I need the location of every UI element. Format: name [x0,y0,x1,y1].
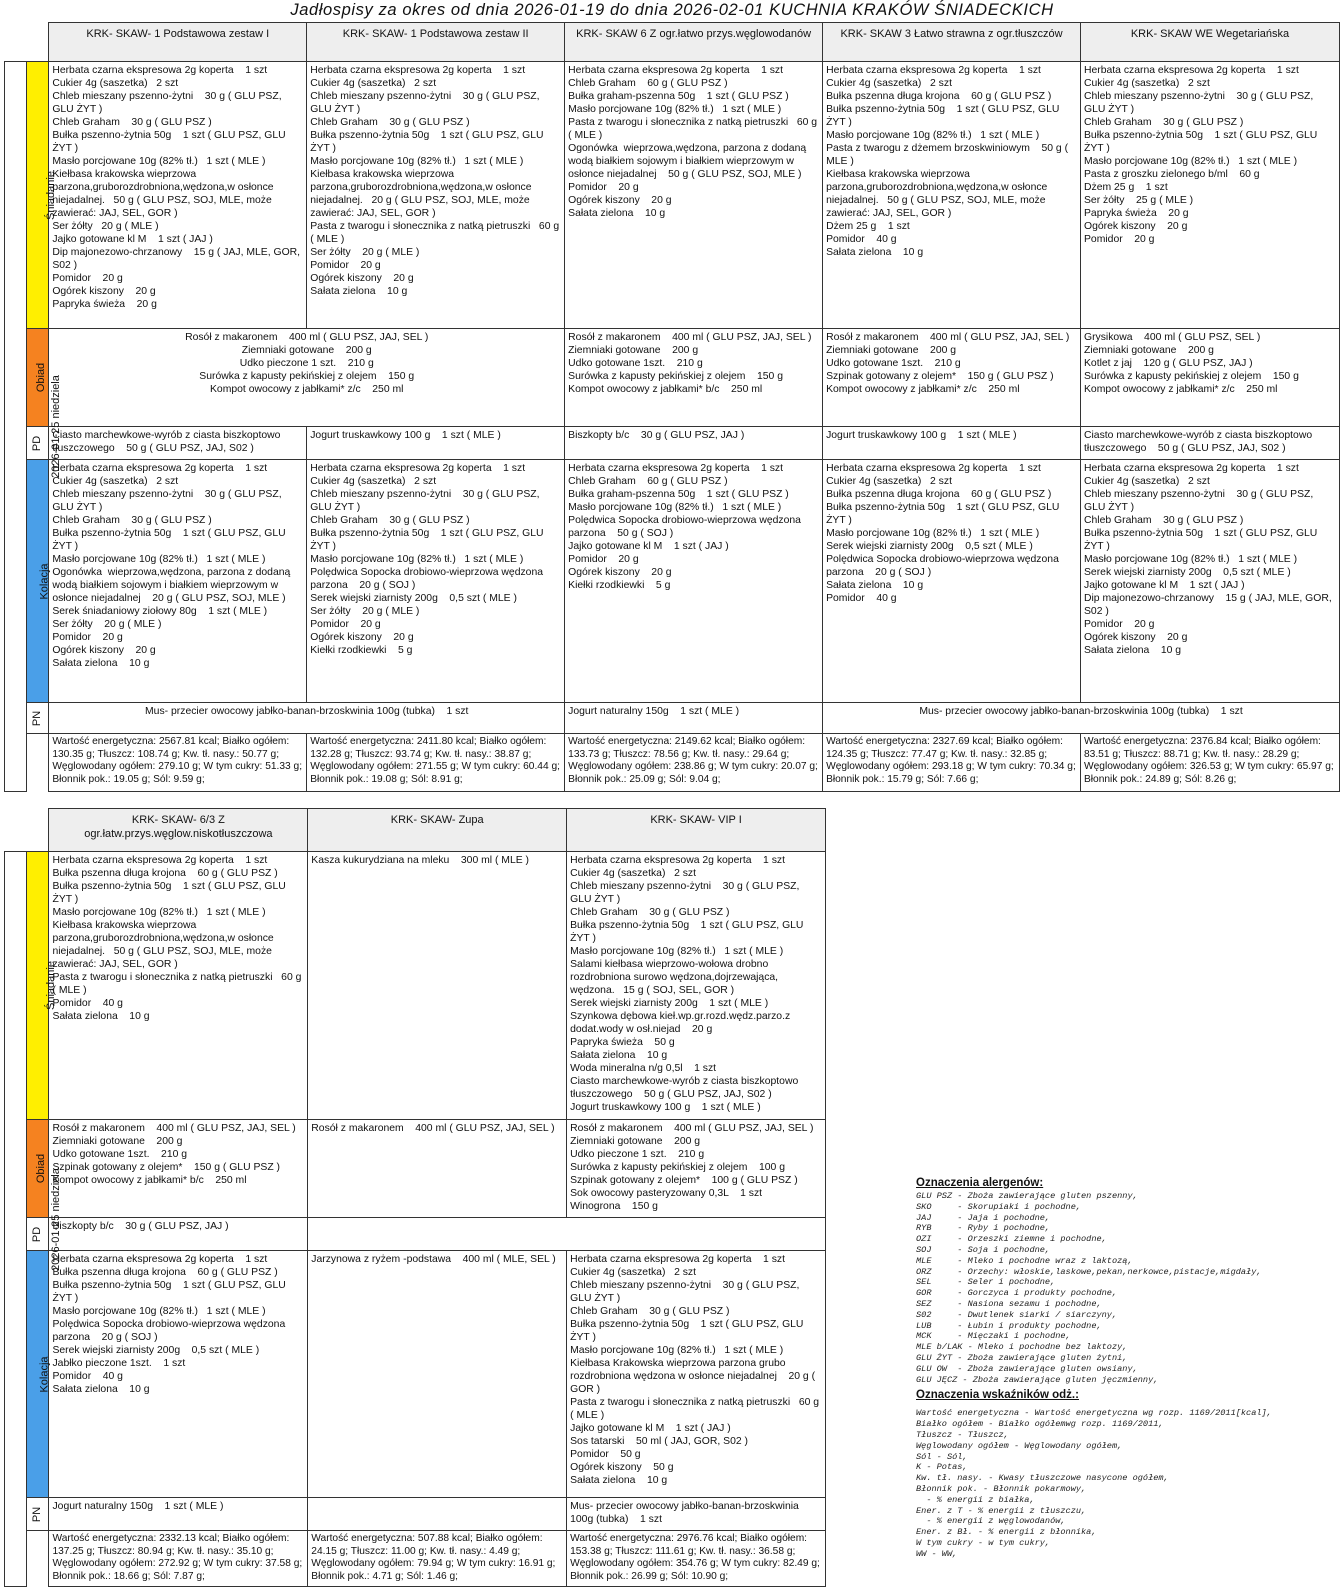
allergen-entry: MLE b/LAK - Mleko i pochodne bez laktozy, [916,1342,1128,1353]
menu-cell: Herbata czarna ekspresowa 2g koperta 1 szt Cukier 4g (saszetka) 2 szt Chleb mieszany pszenno-żytni 30 g ( GLU PSZ, GLU ŻYT ) Chleb Graham 30 g ( GLU PSZ ) Bułka pszenno-żytnia 50g 1 szt ( GLU PSZ, GLU ŻYT ) Masło porcjowane 10g (82% tł.) 1 szt ( MLE ) Kiełbasa krakowska wieprzowa parzona,gruborozdrobniona,wędzona,w osłonce niejadalnej. 50 g ( GLU PSZ, SOJ, MLE, może zawierać: JAJ, SEL, GOR ) Ser żółty 20 g ( MLE ) Jajko gotowane kl M 1 szt ( JAJ ) Dip majonezowo-chrzanowy 15 g ( JAJ, MLE, GOR, S02 ) Pomidor 20 g Ogórek kiszony 20 g Papryka świeża 20 g [49,62,307,329]
nutrition-cell: Wartość energetyczna: 2976.76 kcal; Białko ogółem: 153.38 g; Tłuszcz: 111.61 g; Kw. tł. nasy.: 36.58 g; Węglowodany ogółem: 354.76 g; W tym cukry: 82.49 g; Błonnik pok.: 26.99 g; Sól: 10.90 g; [567,1531,826,1587]
menu-cell: Herbata czarna ekspresowa 2g koperta 1 szt Bułka pszenna długa krojona 60 g ( GLU PSZ ) Bułka pszenno-żytnia 50g 1 szt ( GLU PSZ, GLU ŻYT ) Masło porcjowane 10g (82% tł.) 1 szt ( MLE ) Polędwica Sopocka drobiowo-wieprzowa wędzona parzona 20 g ( SOJ ) Serek wiejski ziarnisty 200g 0,5 szt ( MLE ) Jabłko pieczone 1szt. 1 szt Pomidor 40 g Sałata zielona 10 g [49,1251,308,1498]
meal-label-pd: PD [27,1218,49,1251]
menu-cell: Herbata czarna ekspresowa 2g koperta 1 szt Chleb Graham 60 g ( GLU PSZ ) Bułka graham-pszenna 50g 1 szt ( GLU PSZ ) Masło porcjowane 10g (82% tł.) 1 szt ( MLE ) Polędwica Sopocka drobiowo-wieprzowa wędzona parzona 50 g ( SOJ ) Jajko gotowane kl M 1 szt ( JAJ ) Pomidor 20 g Ogórek kiszony 20 g Kiełki rzodkiewki 5 g [565,460,823,703]
indicator-entry: - % energii z białka, [916,1494,1035,1505]
menu-cell: Herbata czarna ekspresowa 2g koperta 1 szt Cukier 4g (saszetka) 2 szt Bułka pszenna długa krojona 60 g ( GLU PSZ ) Bułka pszenno-żytnia 50g 1 szt ( GLU PSZ, GLU ŻYT ) Masło porcjowane 10g (82% tł.) 1 szt ( MLE ) Serek wiejski ziarnisty 200g 0,5 szt ( MLE ) Polędwica Sopocka drobiowo-wieprzowa wędzona parzona 20 g ( SOJ ) Sałata zielona 10 g Pomidor 40 g [823,460,1081,703]
indicator-entry: Wartość energetyczna - Wartość energetyczna wg rozp. 1169/2011[kcal], [916,1408,1272,1419]
meal-label-pd: PD [27,427,49,460]
allergen-entry: JAJ - Jaja i pochodne, [916,1212,1051,1223]
allergens-title: Oznaczenia alergenów: [916,1177,1044,1189]
menu-cell: Rosół z makaronem 400 ml ( GLU PSZ, JAJ, SEL ) Ziemniaki gotowane 200 g Udko gotowane 1szt. 210 g Szpinak gotowany z olejem* 150 g ( GLU PSZ ) Kompot owocowy z jabłkami* b/c 250 ml [49,1120,308,1218]
menu-cell: Rosół z makaronem 400 ml ( GLU PSZ, JAJ, SEL ) Ziemniaki gotowane 200 g Udko pieczone 1 szt. 210 g Surówka z kapusty pekińskiej z olejem 100 g Szpinak gotowany z olejem* 100 g ( GLU PSZ ) Sok owocowy pasteryzowany 0,3L 1 szt Winogrona 150 g [567,1120,826,1218]
diet-header: KRK- SKAW WE Wegetariańska [1081,23,1340,62]
indicator-entry: - % energii z węglowodanów, [916,1516,1066,1527]
indicator-entry: WW - WW, [916,1548,958,1559]
nutrition-cell: Wartość energetyczna: 2567.81 kcal; Białko ogółem: 130.35 g; Tłuszcz: 108.74 g; Kw. tł. nasy.: 50.77 g; Węglowodany ogółem: 279.10 g; W tym cukry: 51.33 g; Błonnik pok.: 19.05 g; Sól: 9.59 g; [49,734,307,792]
allergens-list [916,1191,1341,1385]
allergen-entry: ORZ - Orzechy: włoskie,laskowe,pekan,nerkowce,pistacje,migdały, [916,1266,1262,1277]
allergen-entry: LUB - Łubin i produkty pochodne, [916,1320,1102,1331]
menu-cell: Kasza kukurydziana na mleku 300 ml ( MLE ) [308,852,567,1120]
allergen-entry: GOR - Gorczyca i produkty pochodne, [916,1288,1118,1299]
allergen-entry: GLU OW - Zboża zawierające gluten owsiany, [916,1363,1138,1374]
indicator-entry: K - Potas, [916,1462,968,1473]
menu-cell: Biszkopty b/c 30 g ( GLU PSZ, JAJ ) [565,427,823,460]
indicator-entry: Białko ogółem - Białko ogółemwg rozp. 1169/2011, [916,1419,1164,1430]
menu-cell: Ciasto marchewkowe-wyrób z ciasta biszkoptowo tłuszczowego 50 g ( GLU PSZ, JAJ, S02 ) [1081,427,1340,460]
indicator-entry: Ener. z Bł. - % energii z błonnika, [916,1527,1097,1538]
diet-header: KRK- SKAW- 1 Podstawowa zestaw I [49,23,307,62]
menu-cell: Rosół z makaronem 400 ml ( GLU PSZ, JAJ, SEL ) Ziemniaki gotowane 200 g Udko gotowane 1szt. 210 g Szpinak gotowany z olejem* 150 g ( GLU PSZ ) Kompot owocowy z jabłkami* z/c 250 ml [823,329,1081,427]
menu-cell: Herbata czarna ekspresowa 2g koperta 1 szt Cukier 4g (saszetka) 2 szt Chleb mieszany pszenno-żytni 30 g ( GLU PSZ, GLU ŻYT ) Chleb Graham 30 g ( GLU PSZ ) Bułka pszenno-żytnia 50g 1 szt ( GLU PSZ, GLU ŻYT ) Masło porcjowane 10g (82% tł.) 1 szt ( MLE ) Serek wiejski ziarnisty 200g 0,5 szt ( MLE ) Jajko gotowane kl M 1 szt ( JAJ ) Dip majonezowo-chrzanowy 15 g ( JAJ, MLE, GOR, S02 ) Pomidor 20 g Ogórek kiszony 20 g Sałata zielona 10 g [1081,460,1340,703]
menu-cell: Jogurt truskawkowy 100 g 1 szt ( MLE ) [307,427,565,460]
indicator-entry: Kw. tł. nasy. - Kwasy tłuszczowe nasycone ogółem, [916,1473,1169,1484]
diet-header: KRK- SKAW 3 Łatwo strawna z ogr.tłuszczów [823,23,1081,62]
menu-cell: Mus- przecier owocowy jabłko-banan-brzoskwinia 100g (tubka) 1 szt [823,703,1340,734]
page-title: Jadłospisy za okres od dnia 2026-01-19 do dnia 2026-02-01 KUCHNIA KRAKÓW ŚNIADECKICH [290,1,1054,19]
allergen-entry: GLU ŻYT - Zboża zawierające gluten żytni, [916,1352,1128,1363]
menu-cell: Rosół z makaronem 400 ml ( GLU PSZ, JAJ, SEL ) [308,1120,567,1218]
menu-cell: Biszkopty b/c 30 g ( GLU PSZ, JAJ ) [49,1218,308,1251]
allergen-entry: MCK - Mięczaki i pochodne, [916,1331,1071,1342]
meal-label-kolacja: Kolacja [27,1251,49,1498]
nutrition-cell: Wartość energetyczna: 2411.80 kcal; Białko ogółem: 132.28 g; Tłuszcz: 93.74 g; Kw. tł. nasy.: 38.87 g; Węglowodany ogółem: 271.55 g; W tym cukry: 60.44 g; Błonnik pok.: 19.08 g; Sól: 8.91 g; [307,734,565,792]
date-label: 2026-01-25 niedziela [5,62,27,792]
meal-label-sniadanie: Śniadanie [27,62,49,329]
menu-cell: Rosół z makaronem 400 ml ( GLU PSZ, JAJ, SEL ) Ziemniaki gotowane 200 g Udko pieczone 1 szt. 210 g Surówka z kapusty pekińskiej z olejem 150 g Kompot owocowy z jabłkami* z/c 250 ml [49,329,565,427]
allergen-entry: SEL - Seler i pochodne, [916,1277,1056,1288]
nutrition-cell: Wartość energetyczna: 2376.84 kcal; Białko ogółem: 83.51 g; Tłuszcz: 88.71 g; Kw. tł. nasy.: 28.29 g; Węglowodany ogółem: 326.53 g; W tym cukry: 65.97 g; Błonnik pok.: 24.89 g; Sól: 8.26 g; [1081,734,1340,792]
menu-table-block1 [4,22,1340,792]
meal-label-pn: PN [27,703,49,734]
indicator-entry: Tłuszcz - Tłuszcz, [916,1429,1009,1440]
indicator-entry: Ener. z T - % energii z tłuszczu, [916,1505,1087,1516]
allergen-entry: SKO - Skorupiaki i pochodne, [916,1201,1082,1212]
indicators-list [916,1408,1341,1559]
allergen-entry: RYB - Ryby i pochodne, [916,1223,1051,1234]
menu-cell: Mus- przecier owocowy jabłko-banan-brzoskwinia 100g (tubka) 1 szt [49,703,565,734]
menu-cell: Jarzynowa z ryżem -podstawa 400 ml ( MLE, SEL ) [308,1251,567,1498]
diet-header: KRK- SKAW- Zupa [308,809,567,852]
menu-cell: Herbata czarna ekspresowa 2g koperta 1 szt Cukier 4g (saszetka) 2 szt Chleb mieszany pszenno-żytni 30 g ( GLU PSZ, GLU ŻYT ) Chleb Graham 30 g ( GLU PSZ ) Bułka pszenno-żytnia 50g 1 szt ( GLU PSZ, GLU ŻYT ) Masło porcjowane 10g (82% tł.) 1 szt ( MLE ) Ogonówka wieprzowa,wędzona, parzona z dodaną wodą białkiem sojowym i białkiem wieprzowym w osłonce niejadalnej 20 g ( GLU PSZ, SOJ, MLE ) Serek śniadaniowy ziołowy 80g 1 szt ( MLE ) Ser żółty 20 g ( MLE ) Pomidor 20 g Ogórek kiszony 20 g Sałata zielona 10 g [49,460,307,703]
nutrition-cell: Wartość energetyczna: 2332.13 kcal; Białko ogółem: 137.25 g; Tłuszcz: 80.94 g; Kw. tł. nasy.: 35.10 g; Węglowodany ogółem: 272.92 g; W tym cukry: 37.58 g; Błonnik pok.: 18.66 g; Sól: 7.87 g; [49,1531,308,1587]
diet-header: KRK- SKAW- VIP I [567,809,826,852]
menu-cell: Herbata czarna ekspresowa 2g koperta 1 szt Chleb Graham 60 g ( GLU PSZ ) Bułka graham-pszenna 50g 1 szt ( GLU PSZ ) Masło porcjowane 10g (82% tł.) 1 szt ( MLE ) Pasta z twarogu i słonecznika z natką pietruszki 60 g ( MLE ) Ogonówka wieprzowa,wędzona, parzona z dodaną wodą białkiem sojowym i białkiem wieprzowym w osłonce niejadalnej 50 g ( GLU PSZ, SOJ, MLE ) Pomidor 20 g Ogórek kiszony 20 g Sałata zielona 10 g [565,62,823,329]
allergen-entry: OZI - Orzeszki ziemne i pochodne, [916,1234,1107,1245]
legend [916,1176,1341,1560]
menu-cell: Rosół z makaronem 400 ml ( GLU PSZ, JAJ, SEL ) Ziemniaki gotowane 200 g Udko gotowane 1szt. 210 g Surówka z kapusty pekińskiej z olejem 150 g Kompot owocowy z jabłkami* b/c 250 ml [565,329,823,427]
nutrition-cell: Wartość energetyczna: 2327.69 kcal; Białko ogółem: 124.35 g; Tłuszcz: 77.47 g; Kw. tł. nasy.: 32.85 g; Węglowodany ogółem: 293.18 g; W tym cukry: 70.34 g; Błonnik pok.: 15.79 g; Sól: 7.66 g; [823,734,1081,792]
menu-cell [308,1498,567,1531]
menu-cell: Jogurt truskawkowy 100 g 1 szt ( MLE ) [823,427,1081,460]
meal-label-obiad: Obiad [27,329,49,427]
diet-header: KRK- SKAW- 6/3 Z ogr.łatw.przys.węglow.niskotłuszczowa [49,809,308,852]
meal-label-obiad: Obiad [27,1120,49,1218]
allergen-entry: GLU PSZ - Zboża zawierające gluten pszenny, [916,1191,1138,1201]
allergen-entry: S02 - Dwutlenek siarki / siarczyny, [916,1309,1118,1320]
menu-cell: Herbata czarna ekspresowa 2g koperta 1 szt Cukier 4g (saszetka) 2 szt Chleb mieszany pszenno-żytni 30 g ( GLU PSZ, GLU ŻYT ) Chleb Graham 30 g ( GLU PSZ ) Bułka pszenno-żytnia 50g 1 szt ( GLU PSZ, GLU ŻYT ) Masło porcjowane 10g (82% tł.) 1 szt ( MLE ) Polędwica Sopocka drobiowo-wieprzowa wędzona parzona 20 g ( SOJ ) Serek wiejski ziarnisty 200g 0,5 szt ( MLE ) Ser żółty 20 g ( MLE ) Pomidor 20 g Ogórek kiszony 20 g Kiełki rzodkiewki 5 g [307,460,565,703]
menu-table-block2 [4,808,826,1587]
diet-header: KRK- SKAW- 1 Podstawowa zestaw II [307,23,565,62]
indicator-entry: Węglowodany ogółem - Węglowodany ogółem, [916,1440,1123,1451]
nutrition-cell: Wartość energetyczna: 2149.62 kcal; Białko ogółem: 133.73 g; Tłuszcz: 78.56 g; Kw. tł. nasy.: 29.64 g; Węglowodany ogółem: 238.86 g; W tym cukry: 20.07 g; Błonnik pok.: 25.09 g; Sól: 9.04 g; [565,734,823,792]
menu-cell: Herbata czarna ekspresowa 2g koperta 1 szt Cukier 4g (saszetka) 2 szt Chleb mieszany pszenno-żytni 30 g ( GLU PSZ, GLU ŻYT ) Chleb Graham 30 g ( GLU PSZ ) Bułka pszenno-żytnia 50g 1 szt ( GLU PSZ, GLU ŻYT ) Masło porcjowane 10g (82% tł.) 1 szt ( MLE ) Salami kiełbasa wieprzowo-wołowa drobno rozdrobniona surowo wędzona,dojrzewająca, wędzona. 15 g ( SOJ, SEL, GOR ) Serek wiejski ziarnisty 200g 1 szt ( MLE ) Szynkowa dębowa kieł.wp.gr.rozd.wędz.parzo.z dodat.wody w osł.niejad 20 g Papryka świeża 50 g Sałata zielona 10 g Woda mineralna n/g 0,5l 1 szt Ciasto marchewkowe-wyrób z ciasta biszkoptowo tłuszczowego 50 g ( GLU PSZ, JAJ, S02 ) Jogurt truskawkowy 100 g 1 szt ( MLE ) [567,852,826,1120]
menu-cell: Grysikowa 400 ml ( GLU PSZ, SEL ) Ziemniaki gotowane 200 g Kotlet z jaj 120 g ( GLU PSZ, JAJ ) Surówka z kapusty pekińskiej z olejem 150 g Kompot owocowy z jabłkami* z/c 250 ml [1081,329,1340,427]
date-label: 2026-01-25 niedziela [5,852,27,1587]
menu-cell: Mus- przecier owocowy jabłko-banan-brzoskwinia 100g (tubka) 1 szt [567,1498,826,1531]
menu-cell: Herbata czarna ekspresowa 2g koperta 1 szt Cukier 4g (saszetka) 2 szt Chleb mieszany pszenno-żytni 30 g ( GLU PSZ, GLU ŻYT ) Chleb Graham 30 g ( GLU PSZ ) Bułka pszenno-żytnia 50g 1 szt ( GLU PSZ, GLU ŻYT ) Masło porcjowane 10g (82% tł.) 1 szt ( MLE ) Kiełbasa krakowska wieprzowa parzona,gruborozdrobniona,wędzona,w osłonce niejadalnej. 20 g ( GLU PSZ, SOJ, MLE, może zawierać: JAJ, SEL, GOR ) Pasta z twarogu i słonecznika z natką pietruszki 60 g ( MLE ) Ser żółty 20 g ( MLE ) Pomidor 20 g Ogórek kiszony 20 g Sałata zielona 10 g [307,62,565,329]
diet-header: KRK- SKAW 6 Z ogr.łatwo przys.węglowodanów [565,23,823,62]
menu-cell: Jogurt naturalny 150g 1 szt ( MLE ) [565,703,823,734]
menu-cell-empty [308,1218,826,1251]
indicator-entry: Sól - Sól, [916,1451,968,1462]
menu-cell: Herbata czarna ekspresowa 2g koperta 1 szt Cukier 4g (saszetka) 2 szt Bułka pszenna długa krojona 60 g ( GLU PSZ ) Bułka pszenno-żytnia 50g 1 szt ( GLU PSZ, GLU ŻYT ) Masło porcjowane 10g (82% tł.) 1 szt ( MLE ) Pasta z twarogu z dżemem brzoskwiniowym 50 g ( MLE ) Kiełbasa krakowska wieprzowa parzona,gruborozdrobniona,wędzona,w osłonce niejadalnej. 50 g ( GLU PSZ, SOJ, MLE, może zawierać: JAJ, SEL, GOR ) Dżem 25 g 1 szt Pomidor 40 g Sałata zielona 10 g [823,62,1081,329]
menu-cell: Herbata czarna ekspresowa 2g koperta 1 szt Cukier 4g (saszetka) 2 szt Chleb mieszany pszenno-żytni 30 g ( GLU PSZ, GLU ŻYT ) Chleb Graham 30 g ( GLU PSZ ) Bułka pszenno-żytnia 50g 1 szt ( GLU PSZ, GLU ŻYT ) Masło porcjowane 10g (82% tł.) 1 szt ( MLE ) Pasta z groszku zielonego b/ml 60 g Dżem 25 g 1 szt Ser żółty 25 g ( MLE ) Papryka świeża 20 g Ogórek kiszony 20 g Pomidor 20 g [1081,62,1340,329]
menu-cell: Herbata czarna ekspresowa 2g koperta 1 szt Cukier 4g (saszetka) 2 szt Chleb mieszany pszenno-żytni 30 g ( GLU PSZ, GLU ŻYT ) Chleb Graham 30 g ( GLU PSZ ) Bułka pszenno-żytnia 50g 1 szt ( GLU PSZ, GLU ŻYT ) Masło porcjowane 10g (82% tł.) 1 szt ( MLE ) Kiełbasa Krakowska wieprzowa parzona grubo rozdrobniona wędzona w osłonce niejadalnej 20 g ( GOR ) Pasta z twarogu i słonecznika z natką pietruszki 60 g ( MLE ) Jajko gotowane kl M 1 szt ( JAJ ) Sos tatarski 50 ml ( JAJ, GOR, S02 ) Pomidor 50 g Ogórek kiszony 50 g Sałata zielona 10 g [567,1251,826,1498]
indicator-entry: Błonnik pok. - Błonnik pokarmowy, [916,1483,1087,1494]
allergen-entry: SEZ - Nasiona sezamu i pochodne, [916,1298,1102,1309]
meal-label-kolacja: Kolacja [27,460,49,703]
indicator-entry: W tym cukry - w tym cukry, [916,1537,1051,1548]
menu-cell: Ciasto marchewkowe-wyrób z ciasta biszkoptowo tłuszczowego 50 g ( GLU PSZ, JAJ, S02 ) [49,427,307,460]
menu-cell: Herbata czarna ekspresowa 2g koperta 1 szt Bułka pszenna długa krojona 60 g ( GLU PSZ ) Bułka pszenno-żytnia 50g 1 szt ( GLU PSZ, GLU ŻYT ) Masło porcjowane 10g (82% tł.) 1 szt ( MLE ) Kiełbasa krakowska wieprzowa parzona,gruborozdrobniona,wędzona,w osłonce niejadalnej. 50 g ( GLU PSZ, SOJ, MLE, może zawierać: JAJ, SEL, GOR ) Pasta z twarogu i słonecznika z natką pietruszki 60 g ( MLE ) Pomidor 40 g Sałata zielona 10 g [49,852,308,1120]
indicators-title: Oznaczenia wskaźników odż.: [916,1389,1079,1402]
allergen-entry: GLU JĘCZ - Zboża zawierające gluten jęczmienny, [916,1374,1159,1385]
meal-label-sniadanie: Śniadanie [27,852,49,1120]
allergen-entry: MLE - Mleko i pochodne wraz z laktozą, [916,1255,1133,1266]
allergen-entry: SOJ - Soja i pochodne, [916,1244,1051,1255]
nutrition-cell: Wartość energetyczna: 507.88 kcal; Białko ogółem: 24.15 g; Tłuszcz: 11.00 g; Kw. tł. nasy.: 4.49 g; Węglowodany ogółem: 79.94 g; W tym cukry: 16.91 g; Błonnik pok.: 4.71 g; Sól: 1.46 g; [308,1531,567,1587]
menu-cell: Jogurt naturalny 150g 1 szt ( MLE ) [49,1498,308,1531]
meal-label-pn: PN [27,1498,49,1531]
